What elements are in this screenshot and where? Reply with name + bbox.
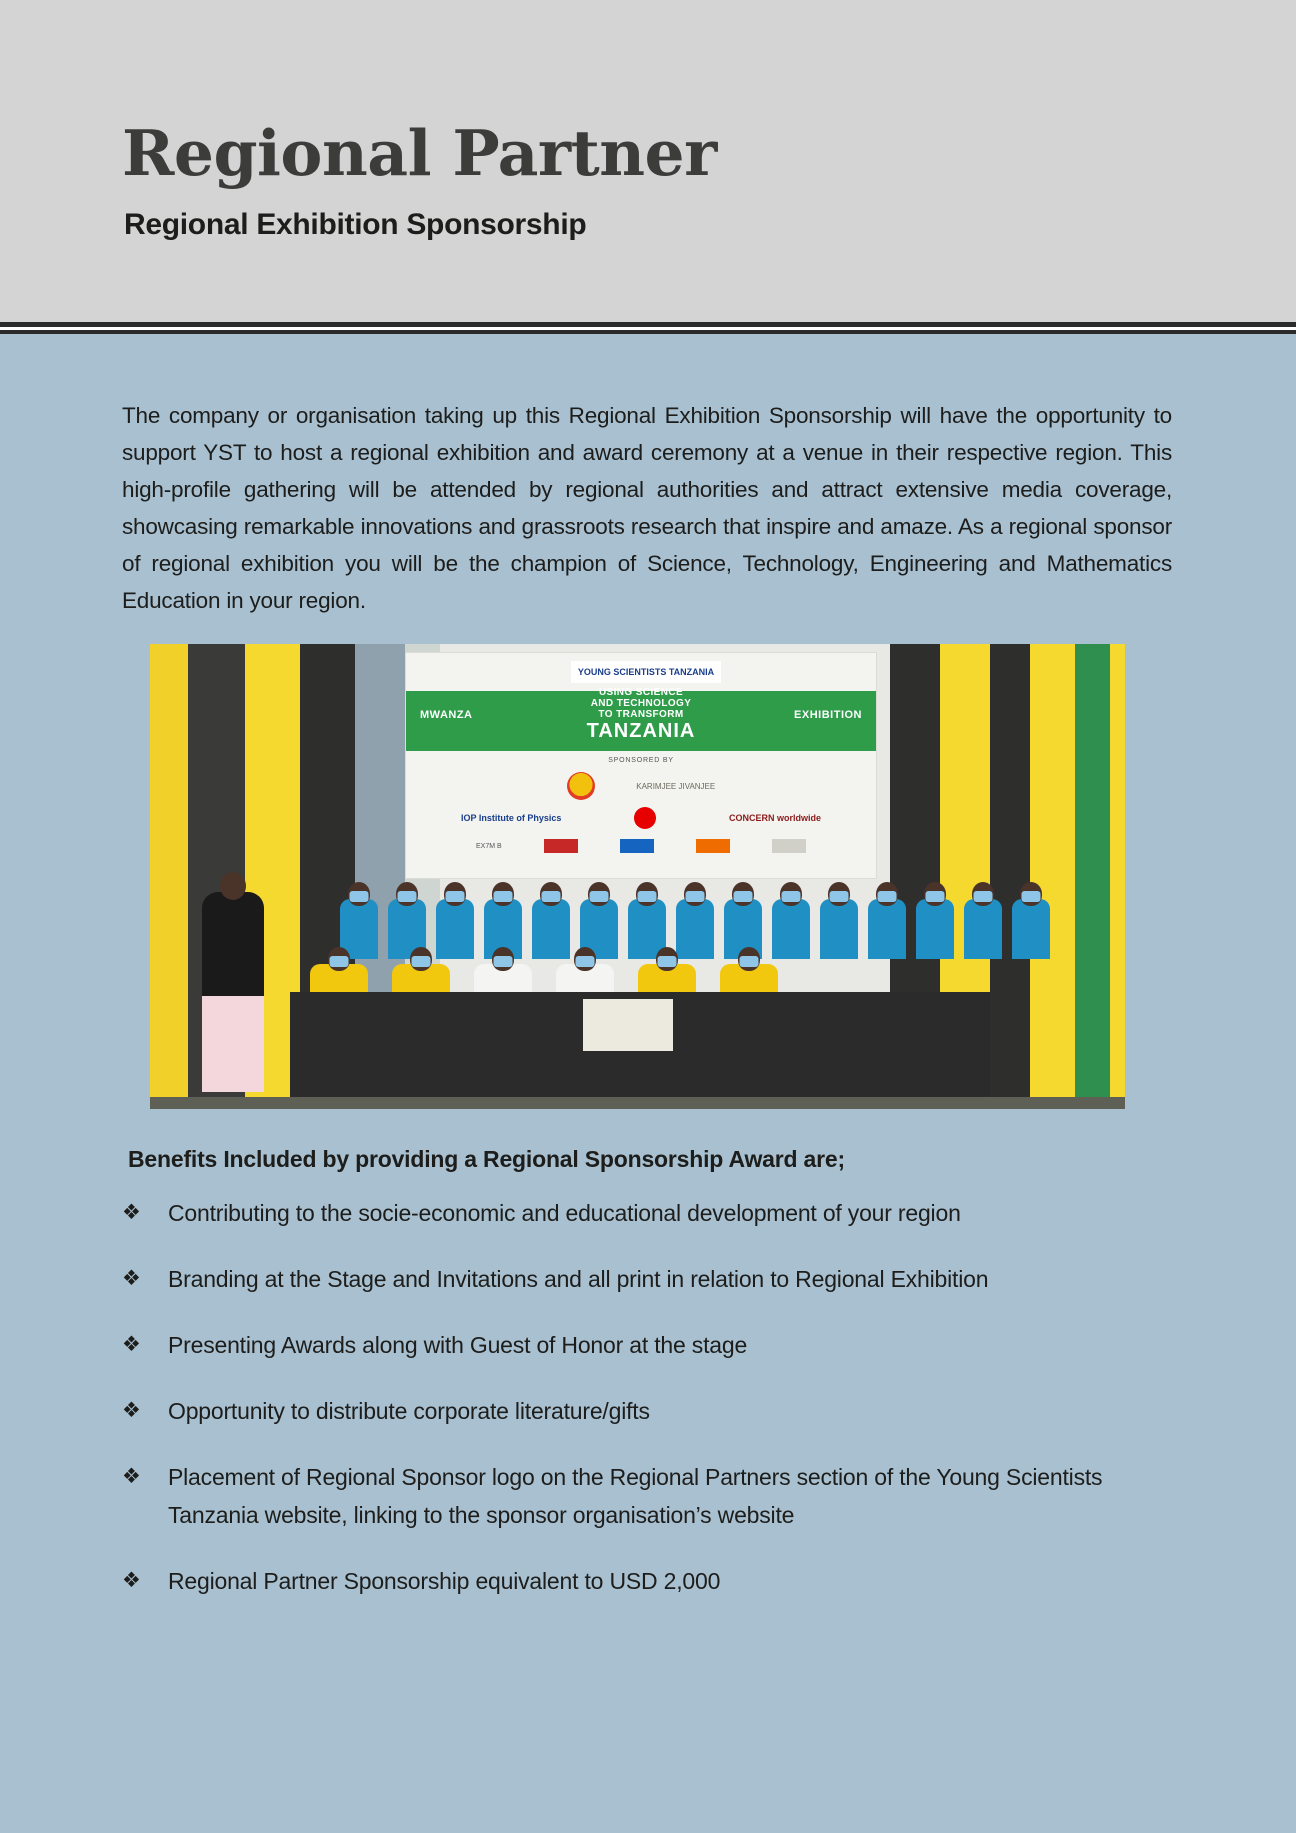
photo-person [1012,899,1050,959]
photo-person-standing-left [202,892,264,1092]
photo-framed-certificate [580,996,676,1054]
list-item-label: Placement of Regional Sponsor logo on the Regional Partners section of the Young Scientists Tanzania website, linking to the sponsor organisation’s website [168,1464,1103,1528]
list-item [122,1562,1182,1600]
list-item-label: Presenting Awards along with Guest of Honor at the stage [168,1332,748,1358]
list-item-label: Regional Partner Sponsorship equivalent to USD 2,000 [168,1568,721,1594]
photo-person [532,899,570,959]
list-item [122,1458,1182,1534]
exhibition-photo [150,644,1125,1109]
diamond-bullet-icon: ❖ [122,1333,141,1356]
photo-person [868,899,906,959]
diamond-bullet-icon: ❖ [122,1399,141,1422]
list-item-label: Branding at the Stage and Invitations and all print in relation to Regional Exhibition [168,1266,989,1292]
page-header [0,0,1296,322]
photo-person [916,899,954,959]
photo-banner-country: TANZANIA [586,720,696,742]
list-item [122,1326,1182,1364]
list-item [122,1260,1182,1298]
list-item-label: Contributing to the socie-economic and educational development of your region [168,1200,961,1226]
iop-logo: IOP Institute of Physics [461,813,562,823]
benefits-list [122,1194,1182,1628]
irish-aid-logo: EX7M B [476,842,502,850]
list-item [122,1194,1182,1232]
photo-floor [150,1097,1125,1109]
photo-people-back-row [340,899,1050,959]
diamond-bullet-icon: ❖ [122,1569,141,1592]
page-body [0,334,1296,1833]
photo-banner-slogan-line3: TO TRANSFORM [598,709,684,720]
photo-person [964,899,1002,959]
photo-banner-slogan-line2: AND TECHNOLOGY [590,698,692,709]
photo-person [820,899,858,959]
header-text-block [122,118,1172,244]
photo-sponsored-by-label: SPONSORED BY [608,757,674,764]
karimjee-logo: KARIMJEE JIVANJEE [636,781,716,791]
benefits-heading: Benefits Included by providing a Regional Sponsorship Award are; [128,1146,845,1172]
page-subtitle: Regional Exhibition Sponsorship [124,208,587,241]
photo-banner-event: EXHIBITION [794,709,862,721]
photo-yst-logo: YOUNG SCIENTISTS TANZANIA [571,661,721,683]
photo-person [772,899,810,959]
photo-person [676,899,714,959]
diamond-bullet-icon: ❖ [122,1201,141,1224]
photo-banner-region: MWANZA [420,709,473,721]
intro-paragraph: The company or organisation taking up this Regional Exhibition Sponsorship will have the opportunity to support YST to host a regional exhibition and award ceremony at a venue in their respective region. This high-profile gathering will be attended by regional authorities and attract extensive media coverage, showcasing remarkable innovations and grassroots research that inspire and amaze. As a regional sponsor of regional exhibition you will be the champion of Science, Technology, Engineering and Mathematics Education in your region. [122,402,1172,613]
page-title: Regional Partner [122,116,717,190]
photo-banner-slogan-line1: USING SCIENCE [598,687,684,698]
concern-logo: CONCERN worldwide [728,813,821,823]
photo-person [436,899,474,959]
diamond-bullet-icon: ❖ [122,1465,141,1488]
list-item-label: Opportunity to distribute corporate literature/gifts [168,1398,650,1424]
diamond-bullet-icon: ❖ [122,1267,141,1290]
list-item [122,1392,1182,1430]
